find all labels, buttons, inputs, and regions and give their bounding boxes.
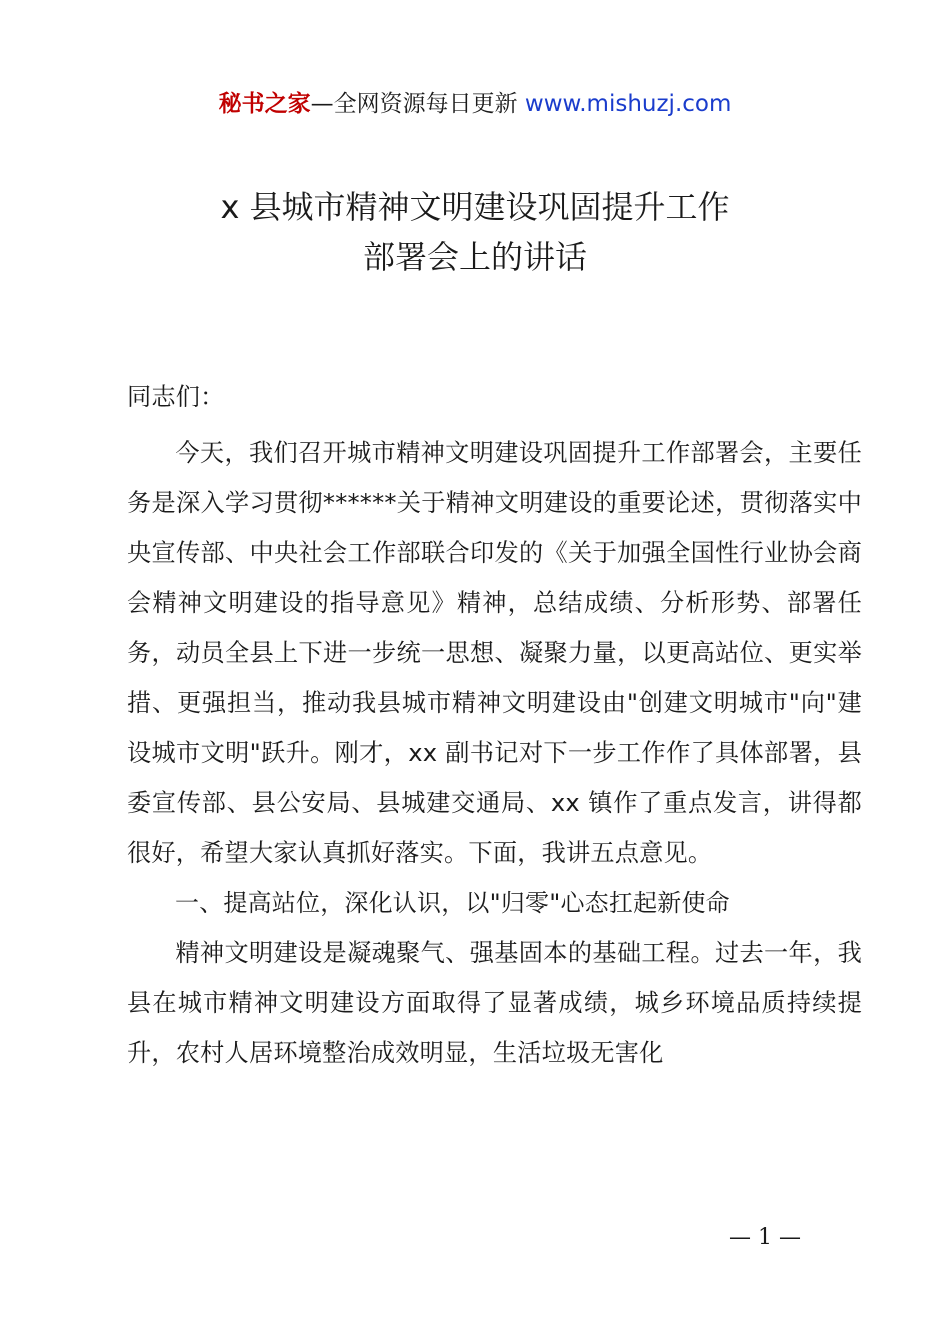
title-line-2: 部署会上的讲话 [362, 238, 587, 276]
site-header [0, 88, 950, 120]
section-heading-1: 一、提高站位，深化认识，以"归零"心态扛起新使命 [175, 889, 730, 917]
paragraph-section-1: 精神文明建设是凝魂聚气、强基固本的基础工程。过去一年，我县在城市精神文明建设方面取得了显著成绩，城乡环境品质持续提升，农村人居环境整治成效明显，生活垃圾无害化 [127, 939, 862, 1067]
title-line-1: x 县城市精神文明建设巩固提升工作 [220, 188, 730, 226]
site-url-link[interactable]: www.mishuzj.com [524, 91, 732, 117]
paragraph-intro: 今天，我们召开城市精神文明建设巩固提升工作部署会，主要任务是深入学习贯彻******关于精神文明建设的重要论述，贯彻落实中央宣传部、中央社会工作部联合印发的《关于加强全国性行业协会商会精神文明建设的指导意见》精神，总结成绩、分析形势、部署任务，动员全县上下进一步统一思想、凝聚力量，以更高站位、更实举措、更强担当，推动我县城市精神文明建设由"创建文明城市"向"建设城市文明"跃升。刚才，xx 副书记对下一步工作作了具体部署，县委宣传部、县公安局、县城建交通局、xx 镇作了重点发言，讲得都很好，希望大家认真抓好落实。下面，我讲五点意见。 [127, 439, 862, 867]
page-number: — 1 — [729, 1225, 801, 1250]
brand-name: 秘书之家 [218, 91, 311, 117]
header-tagline: —全网资源每日更新 [310, 91, 525, 117]
document-title [0, 182, 950, 282]
document-body [127, 372, 862, 1078]
salutation: 同志们： [127, 383, 225, 411]
